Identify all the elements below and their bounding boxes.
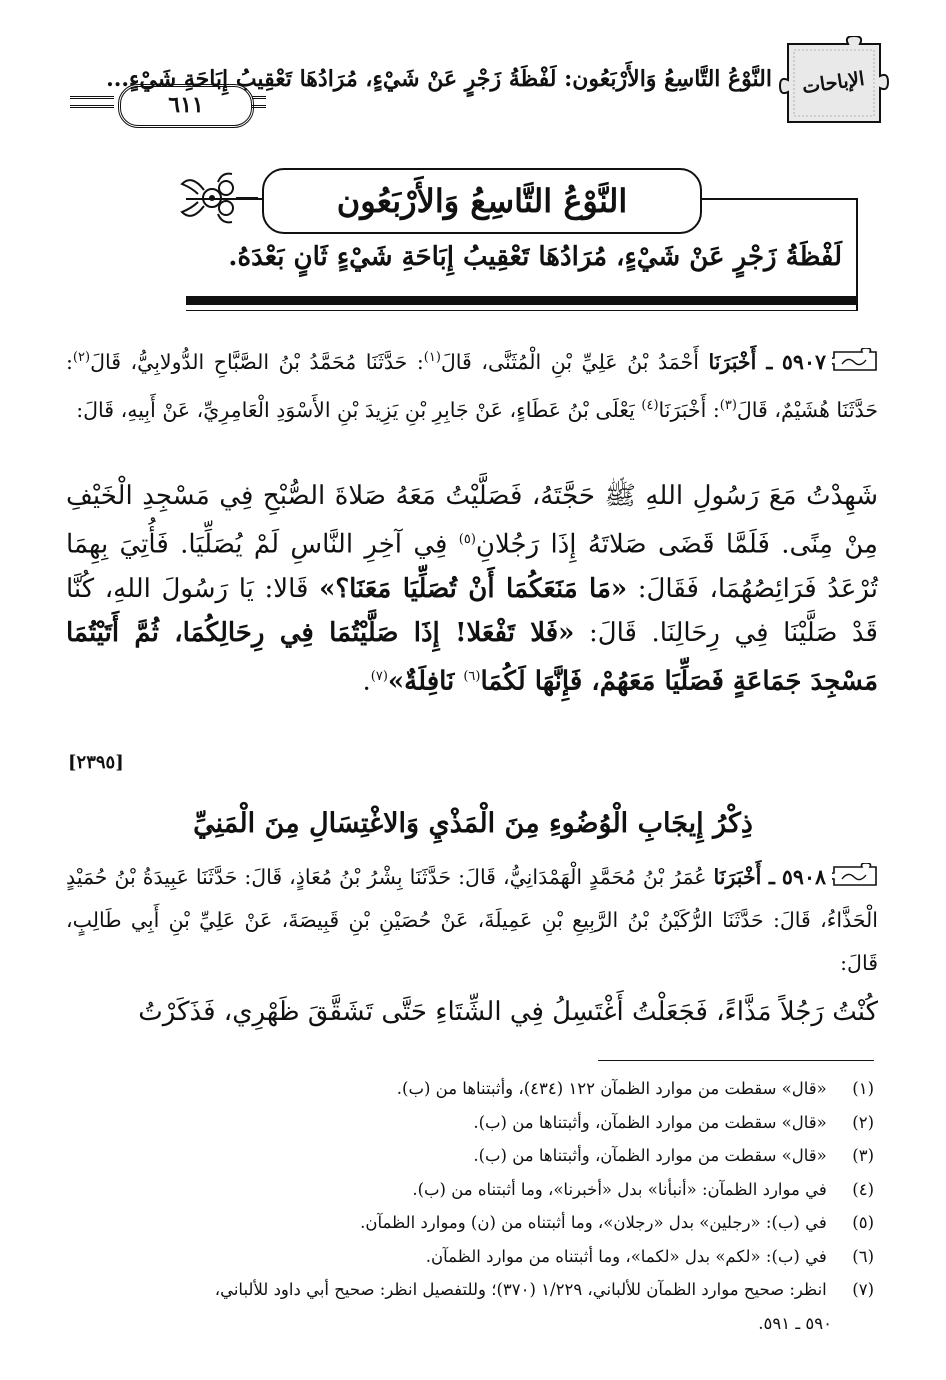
- hadith-marker-icon: [832, 863, 878, 889]
- matn-text: شَهِدْتُ مَعَ رَسُولِ اللهِ ﷺ حَجَّتَهُ، فَصَلَّيْتُ مَعَهُ صَلاةَ الصُّبْحِ فِي مَسْجِدِ الْخَيْفِ مِنْ مِنًى. فَلَمَّا قَضَى صَلاتَهُ إِذَا رَجُلانِ: [66, 481, 878, 560]
- footnote-item: [64, 1072, 874, 1106]
- footnote-item: [64, 1240, 874, 1274]
- puzzle-ornament-icon: [778, 36, 890, 128]
- isnad-text: أَحْمَدُ بْنُ عَلِيِّ بْنِ الْمُثَنَّى، قَالَ: [440, 349, 699, 374]
- page-number: ٦١١: [118, 84, 254, 128]
- matn-text: فِي آخِرِ النَّاسِ لَمْ يُصَلِّيَا. فَأُتِيَ بِهِمَا تُرْعَدُ فَرَائِصُهُمَا، فَقَالَ:: [66, 529, 878, 604]
- footnote-number: (٢): [852, 1112, 874, 1132]
- footnote-number: (٥): [852, 1213, 874, 1232]
- hadith-5908-matn: [66, 990, 878, 1034]
- footnote-separator: [598, 1060, 874, 1061]
- footnote-number: (٦): [852, 1246, 874, 1266]
- footnote-ref: (٦): [463, 668, 481, 684]
- running-title: النَّوْعُ التَّاسِعُ وَالأَرْبَعُون: لَفْظَةُ زَجْرٍ عَنْ شَيْءٍ، مُرَادُهَا تَعْقِيبُ إِبَاحَةِ شَيْءٍ...: [106, 66, 772, 92]
- matn-text: كُنْتُ رَجُلاً مَذَّاءً، فَجَعَلْتُ أَغْتَسِلُ فِي الشِّتَاءِ حَتَّى تَشَقَّقَ ظَهْرِي، فَذَكَرْتُ: [138, 997, 878, 1027]
- footnote-item: [64, 1139, 874, 1173]
- footnote-number: (٣): [852, 1146, 874, 1165]
- ornament-label: الإباحات: [800, 67, 866, 99]
- footnote-number: (١): [852, 1079, 874, 1098]
- header-rule-left: [70, 96, 114, 108]
- matn-text: قَالا: يَا رَسُولَ اللهِ، كُنَّا قَدْ صَلَّيْنَا فِي رِحَالِنَا. قَالَ:: [66, 573, 878, 648]
- isnad-text: عُمَرُ بْنُ مُحَمَّدٍ الْهَمْدَانِيُّ، قَالَ: حَدَّثَنَا بِشْرُ بْنُ مُعَاذٍ، قَالَ: حَدَّثَنَا عَبِيدَةُ بْنُ حُمَيْدٍ الْحَذَّاءُ، قَالَ: حَدَّثَنَا الرُّكَيْنُ بْنُ الرَّبِيعِ بْنِ عَمِيلَةَ، عَنْ حُصَيْنِ بْنِ قَبِيصَةَ، عَنْ عَلِيِّ بْنِ أَبِي طَالِبٍ، قَالَ:: [66, 865, 878, 975]
- prophetic-quote: «فَلا تَفْعَلا! إِذَا صَلَّيْتُمَا فِي رِحَالِكُمَا، ثُمَّ أَتَيْتُمَا مَسْجِدَ جَمَاعَةٍ فَصَلِّيَا مَعَهُمْ، فَإِنَّهَا لَكُمَا: [66, 617, 878, 697]
- chapter-title: ذِكْرُ إِيجَابِ الْوُضُوءِ مِنَ الْمَذْيِ وَالاغْتِسَالِ مِنَ الْمَنِيِّ: [193, 808, 753, 839]
- footnote-number: (٧): [852, 1280, 874, 1299]
- prophetic-quote: نَافِلَةٌ»: [387, 666, 464, 697]
- cross-reference: [٢٣٩٥]: [68, 752, 124, 773]
- footnote-item: [64, 1206, 874, 1240]
- footnotes: [64, 1072, 874, 1340]
- footnote-text: «قال» سقطت من موارد الظمآن، وأثبتناها من (ب).: [473, 1112, 827, 1132]
- isnad-text: : حَدَّثَنَا مُحَمَّدُ بْنُ الصَّبَّاحِ الدُّولابِيُّ، قَالَ: [90, 349, 424, 374]
- section-subtitle: لَفْظَةُ زَجْرٍ عَنْ شَيْءٍ، مُرَادُهَا تَعْقِيبُ إِبَاحَةِ شَيْءٍ ثَانٍ بَعْدَهُ.: [228, 242, 842, 272]
- section-title: النَّوْعُ التَّاسِعُ وَالأَرْبَعُون: [262, 168, 702, 234]
- isnad-text: يَعْلَى بْنُ عَطَاءٍ، عَنْ جَابِرِ بْنِ يَزِيدَ بْنِ الأَسْوَدِ الْعَامِرِيِّ، عَنْ أَبِيهِ، قَالَ:: [76, 397, 642, 422]
- footnote-text: «قال» سقطت من موارد الظمآن، وأثبتناها من (ب).: [473, 1146, 827, 1165]
- footnote-text: انظر: صحيح موارد الظمآن للألباني، ١/٢٢٩ (٣٧٠)؛ وللتفصيل انظر: صحيح أبي داود للألباني،: [214, 1280, 827, 1299]
- akhbarana-label: ـ أَخْبَرَنَا: [708, 349, 773, 374]
- footnote-text: «قال» سقطت من موارد الظمآن ١٢٢ (٤٣٤)، وأثبتناها من (ب).: [396, 1079, 827, 1098]
- footnote-number: (٤): [852, 1179, 874, 1199]
- hadith-marker-icon: [832, 348, 878, 374]
- isnad-text: : أَخْبَرَنَا: [658, 397, 720, 422]
- footnote-continuation: ٥٩٠ ـ ٥٩١.: [758, 1313, 832, 1333]
- footnote-ref: (٢): [72, 350, 91, 365]
- footnote-text: في موارد الظمآن: «أنبأنا» بدل «أخبرنا»، وما أثبتناه من (ب).: [412, 1179, 827, 1199]
- footnote-item: [64, 1106, 874, 1140]
- akhbarana-label: ـ أَخْبَرَنَا: [713, 865, 775, 889]
- hadith-number: ٥٩٠٨: [781, 865, 826, 889]
- footnote-ref: (٤): [641, 397, 659, 413]
- footnote-text: في (ب): «رجلين» بدل «رجلان»، وما أثبتناه من (ن) وموارد الظمآن.: [360, 1213, 827, 1232]
- footnote-ref: (١): [423, 350, 441, 365]
- section-divider-thick: [186, 296, 858, 305]
- hadith-5907-matn: [66, 474, 878, 703]
- footnote-item: [64, 1173, 874, 1207]
- isnad-text: : حَدَّثَنَا هُشَيْمٌ، قَالَ: [66, 349, 878, 422]
- hadith-5908-isnad: [66, 856, 878, 985]
- footnote-ref: (٧): [370, 668, 388, 684]
- footnote-text: في (ب): «لكم» بدل «لكما»، وما أثبتناه من موارد الظمآن.: [425, 1246, 827, 1266]
- footnote-ref: (٥): [458, 532, 476, 547]
- running-header: [70, 36, 890, 126]
- hadith-5907-isnad: [66, 336, 878, 432]
- prophetic-quote: «مَا مَنَعَكُمَا أَنْ تُصَلِّيَا مَعَنَا؟»: [319, 573, 628, 604]
- hadith-number: ٥٩٠٧: [781, 349, 826, 374]
- footnote-item: [64, 1273, 874, 1307]
- matn-end: .: [362, 666, 371, 697]
- section-divider-thin: [186, 310, 858, 311]
- header-rule-mid: [252, 96, 266, 108]
- floral-ornament-icon: [178, 170, 260, 226]
- footnote-ref: (٣): [719, 397, 737, 413]
